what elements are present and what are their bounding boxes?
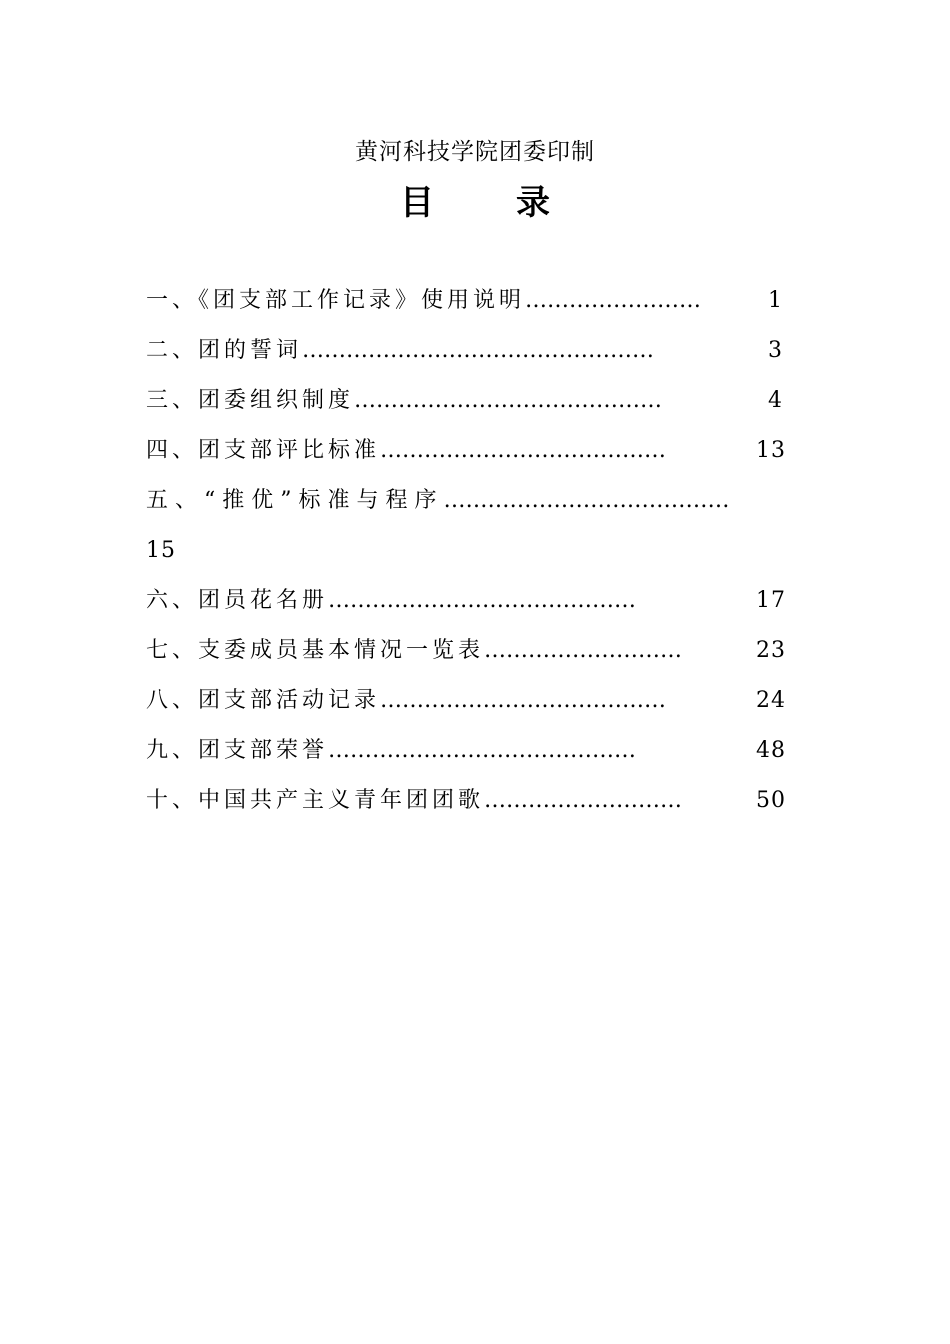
toc-leader-dots: …………………… [525,288,702,313]
toc-leader-dots: …………………………………… [328,588,637,613]
toc-entry-2[interactable] [146,326,826,376]
toc-leader-dots: ………………………………… [380,438,667,463]
toc-entry-label: 六、团员花名册 [146,588,329,613]
toc-entry-label: 一、《团支部工作记录》使用说明 [146,288,526,313]
toc-page-number: 4 [768,388,783,413]
toc-page-number: 17 [756,588,786,613]
toc-entry-label: 八、团支部活动记录 [146,688,381,713]
toc-entry-6[interactable] [146,576,826,626]
toc-title-char-1: 目 [400,183,434,223]
toc-page-number: 1 [768,288,783,313]
toc-entry-label: 二、团的誓词 [146,338,303,363]
toc-entry-label: 五、“推优”标准与程序 [146,488,444,513]
document-header: 黄河科技学院团委印制 [355,139,595,165]
toc-page-number: 23 [756,638,786,663]
toc-page-number: 3 [768,338,783,363]
toc-entry-label: 四、团支部评比标准 [146,438,381,463]
toc-page-number: 50 [756,788,786,813]
toc-entry-3[interactable] [146,376,826,426]
toc-leader-dots: …………………………………… [328,738,637,763]
toc-entry-label: 十、中国共产主义青年团团歌 [146,788,485,813]
toc-leader-dots: ………………………………… [443,488,730,513]
toc-title-char-2: 录 [516,183,550,223]
toc-entry-9[interactable] [146,726,826,776]
toc-entry-5-page-line[interactable] [146,526,826,576]
toc-leader-dots: ………………………………… [380,688,667,713]
toc-entry-1[interactable] [146,276,826,326]
toc-entry-8[interactable] [146,676,826,726]
toc-page-number: 15 [146,538,176,563]
toc-page-number: 24 [756,688,786,713]
toc-entry-5[interactable] [146,476,826,526]
toc-page-number: 13 [756,438,786,463]
toc-entry-4[interactable] [146,426,826,476]
toc-entry-10[interactable] [146,776,826,826]
toc-entry-label: 七、支委成员基本情况一览表 [146,638,485,663]
toc-leader-dots: ……………………… [484,638,683,663]
toc-leader-dots: ………………………………………… [302,338,655,363]
toc-entry-label: 三、团委组织制度 [146,388,355,413]
toc-entry-label: 九、团支部荣誉 [146,738,329,763]
toc-page-number: 48 [756,738,786,763]
toc-leader-dots: ……………………… [484,788,683,813]
toc-entry-7[interactable] [146,626,826,676]
table-of-contents [146,276,826,826]
toc-title [0,180,950,226]
toc-leader-dots: …………………………………… [354,388,663,413]
